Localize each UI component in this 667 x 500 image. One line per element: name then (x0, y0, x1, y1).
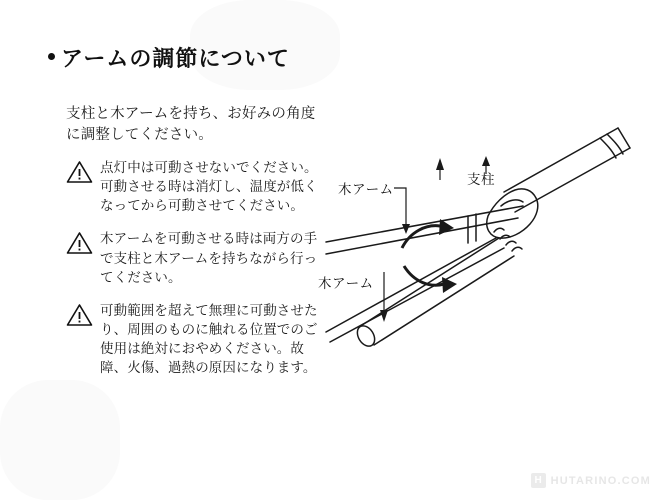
warning-text: 可動範囲を超えて無理に可動させたり、周囲のものに触れる位置でのご使用は絶対におやめください。故障、火傷、過熱の原因になります。 (100, 302, 318, 376)
watermark (531, 473, 651, 488)
warning-item (66, 301, 324, 378)
watermark-badge: H (531, 473, 546, 488)
warning-item (66, 158, 324, 215)
warning-text: 木アームを可動させる時は両方の手で支柱と木アームを持ちながら行ってください。 (100, 231, 318, 285)
section-heading (48, 42, 290, 73)
warning-list (66, 158, 324, 392)
label-wood-arm-left: 木アーム (318, 276, 374, 291)
warning-triangle-icon (66, 160, 93, 184)
background-smudge (0, 380, 120, 500)
label-post: 支柱 (467, 172, 495, 187)
page-title: アームの調節について (61, 46, 290, 71)
intro-paragraph: 支柱と木アームを持ち、お好みの角度に調整してください。 (66, 106, 316, 144)
warning-triangle-icon (66, 303, 93, 327)
watermark-text: HUTARINO.COM (550, 474, 651, 487)
arm-adjustment-diagram (318, 120, 663, 385)
label-wood-arm-top: 木アーム (338, 182, 394, 197)
warning-item (66, 229, 324, 286)
warning-triangle-icon (66, 231, 93, 255)
warning-text: 点灯中は可動させないでください。可動させる時は消灯し、温度が低くなってから可動させてください。 (100, 160, 318, 214)
bullet-icon (48, 53, 55, 60)
